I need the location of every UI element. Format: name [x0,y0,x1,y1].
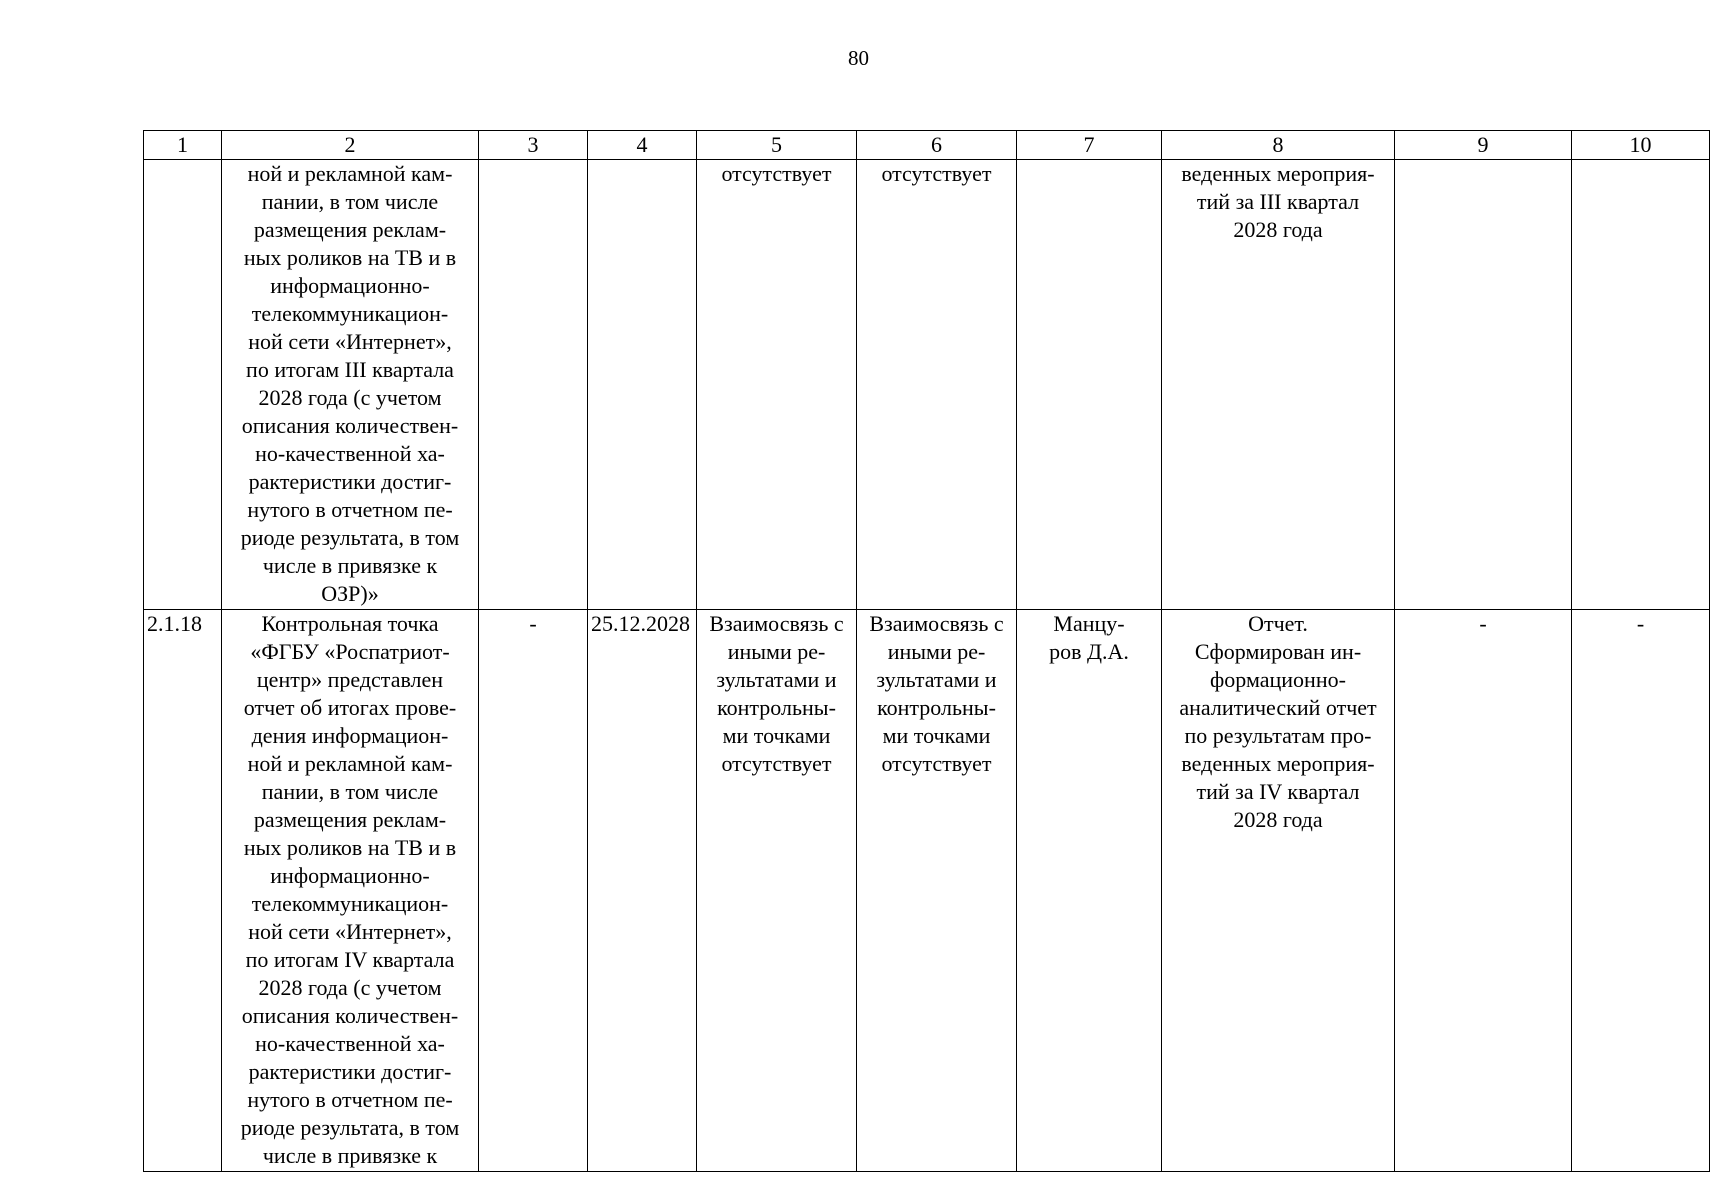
text-line: 2028 года (с учетом [258,385,442,410]
column-header: 3 [479,131,588,160]
text-line: числе в привязке к [262,553,438,578]
text-line: отсутствует [881,161,992,186]
text-line: ной и рекламной кам- [247,751,453,776]
text-line: но-качественной ха- [255,1031,445,1056]
cell-col7 [1017,160,1162,610]
cell-col10: - [1572,610,1710,1172]
cell-col5 [697,160,857,610]
text-line: рактеристики достиг- [248,469,452,494]
text-line: числе в привязке к [262,1143,438,1168]
cell-col9: - [1395,610,1572,1172]
text-line: веденных мероприя- [1181,161,1375,186]
text-line: формационно- [1210,667,1346,692]
text-line: тий за IV квартал [1196,779,1360,804]
text-line: телекоммуникацион- [251,891,449,916]
text-line: риоде результата, в том [240,1115,460,1140]
text-line: тий за III квартал [1196,189,1360,214]
text-line: ной сети «Интернет», [248,329,452,354]
table-row-continued [144,160,1710,610]
column-header: 9 [1395,131,1572,160]
column-header: 1 [144,131,222,160]
responsible-cell [1017,610,1162,1172]
text-line: отсутствует [881,751,992,776]
cell-col4 [588,160,697,610]
text-line: Сформирован ин- [1194,639,1362,664]
text-line: Контрольная точка [261,611,439,636]
milestone-description-cell [222,610,479,1172]
text-line: отчет об итогах прове- [243,695,457,720]
cell-col10 [1572,160,1710,610]
plan-table [143,130,1710,1172]
text-line: нутого в отчетном пе- [247,1087,453,1112]
text-line: ных роликов на ТВ и в [243,835,457,860]
column-header: 2 [222,131,479,160]
text-line: Отчет. [1248,611,1308,636]
text-line: зультатами и [716,667,837,692]
column-header: 5 [697,131,857,160]
text-line: ми точками [882,723,991,748]
text-line: пании, в том числе [261,189,439,214]
text-line: информационно- [270,863,430,888]
text-line: 2028 года [1233,807,1323,832]
text-line: описания количествен- [241,1003,459,1028]
cell-col9 [1395,160,1572,610]
text-line: ных роликов на ТВ и в [243,245,457,270]
text-line: нутого в отчетном пе- [247,497,453,522]
text-line: по итогам III квартала [246,357,454,382]
text-line: ной и рекламной кам- [247,161,453,186]
date-cell: 25.12.2028 [588,610,697,1172]
text-line: описания количествен- [241,413,459,438]
row-number-cell [144,160,222,610]
text-line: 2028 года (с учетом [258,975,442,1000]
column-header: 4 [588,131,697,160]
text-line: центр» представлен [256,667,444,692]
text-line: контрольны- [877,695,996,720]
text-line: размещения реклам- [253,217,447,242]
page-number: 80 [848,46,869,70]
text-line: информационно- [270,273,430,298]
text-line: по итогам IV квартала [245,947,455,972]
text-line: риоде результата, в том [240,525,460,550]
text-line: но-качественной ха- [255,441,445,466]
text-line: «ФГБУ «Роспатриот- [250,639,450,664]
milestone-description-cell [222,160,479,610]
text-line: Манцу- [1053,611,1125,636]
text-line: иными ре- [887,639,986,664]
text-line: ной сети «Интернет», [248,919,452,944]
column-header: 10 [1572,131,1710,160]
cell-col6 [857,610,1017,1172]
column-header: 6 [857,131,1017,160]
text-line: рактеристики достиг- [248,1059,452,1084]
text-line: отсутствует [721,751,832,776]
text-line: веденных мероприя- [1181,751,1375,776]
text-line: по результатам про- [1184,723,1372,748]
cell-col3 [479,160,588,610]
column-header: 7 [1017,131,1162,160]
row-number-cell: 2.1.18 [144,610,222,1172]
cell-col5 [697,610,857,1172]
text-line: аналитический отчет [1179,695,1377,720]
text-line: ОЗР)» [321,581,379,606]
text-line: телекоммуникацион- [251,301,449,326]
text-line: ми точками [722,723,831,748]
text-line: зультатами и [876,667,997,692]
text-line: размещения реклам- [253,807,447,832]
text-line: пании, в том числе [261,779,439,804]
text-line: 2028 года [1233,217,1323,242]
table-row-2-1-18 [144,610,1710,1172]
result-cell [1162,610,1395,1172]
column-header: 8 [1162,131,1395,160]
text-line: ров Д.А. [1049,639,1129,664]
cell-col3: - [479,610,588,1172]
text-line: иными ре- [727,639,826,664]
cell-col6 [857,160,1017,610]
text-line: Взаимосвязь с [869,611,1004,636]
text-line: дения информацион- [251,723,449,748]
text-line: Взаимосвязь с [709,611,844,636]
column-header-row [144,131,1710,160]
text-line: отсутствует [721,161,832,186]
text-line: контрольны- [717,695,836,720]
result-cell [1162,160,1395,610]
